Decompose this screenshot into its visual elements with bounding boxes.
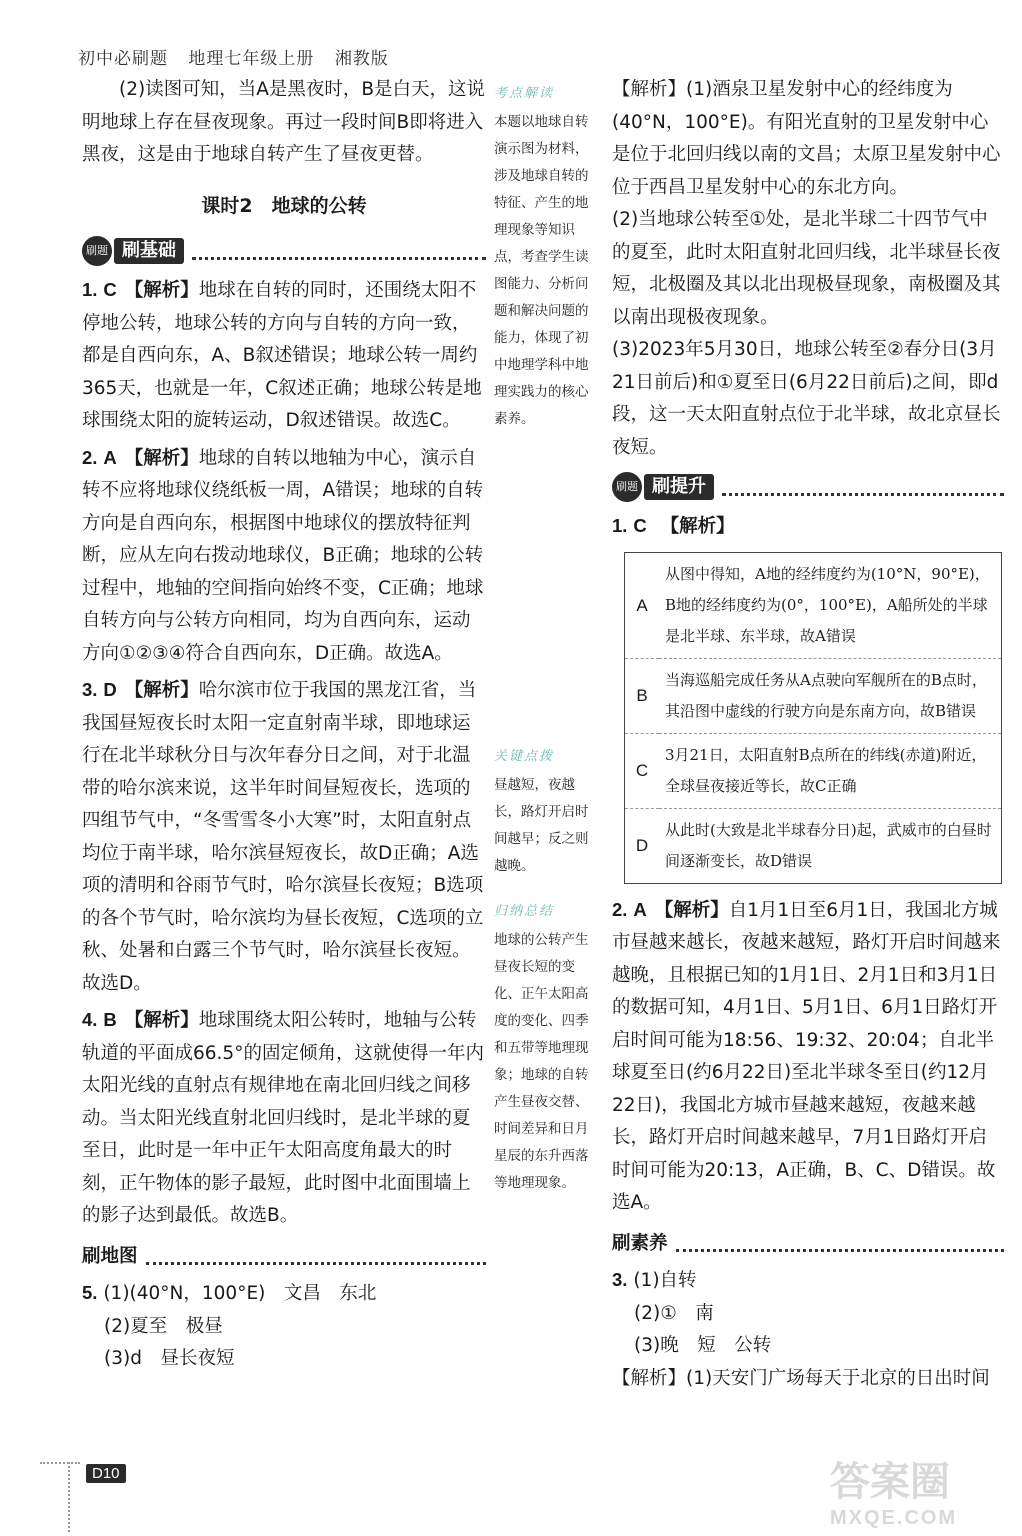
- footer-dotted-line: [68, 1462, 70, 1532]
- question-answer: B: [103, 1009, 117, 1030]
- side-notes-column: [494, 80, 598, 1215]
- analysis-paragraph: (3)2023年5月30日，地球公转至②春分日(3月21日前后)和①夏至日(6月22日前后)之间，即d段，这一天太阳直射点位于北半球，故北京昼长夜短。: [612, 339, 1001, 458]
- section-literacy: [612, 1228, 1004, 1261]
- question-answer: A: [633, 898, 647, 920]
- question-number: 2.: [82, 446, 98, 468]
- side-note-3: [494, 898, 598, 1197]
- analysis-tag: 【解析】: [654, 899, 729, 921]
- answer-line: (1)自转: [633, 1270, 697, 1291]
- question-answer: A: [103, 446, 117, 468]
- option-text: 当海巡船完成任务从A点驶向军舰所在的B点时，其沿图中虚线的行驶方向是东南方向，故B错误: [659, 658, 1002, 733]
- side-note-title: 归纳总结: [494, 904, 555, 919]
- banner-improve: [612, 470, 1004, 504]
- table-row: [625, 658, 1002, 733]
- intro-paragraph: (2)读图可知，当A是黑夜时，B是白天，这说明地球上存在昼夜现象。再过一段时间B即将进入黑夜，这是由于地球自转产生了昼夜更替。: [82, 79, 486, 165]
- book-icon: 刷题: [82, 236, 112, 266]
- question-number: 3.: [612, 1269, 628, 1290]
- question-number: 5.: [82, 1282, 98, 1303]
- question-basic-1: [82, 274, 486, 438]
- question-improve-1: [612, 510, 1004, 544]
- section-map-label: 刷地图: [82, 1245, 138, 1267]
- analysis-text: 地球围绕太阳公转时，地轴与公转轨道的平面成66.5°的固定倾角，这就使得一年内太阳光线的直射点有规律地在南北回归线之间移动。当太阳光线直射北回归线时，是北半球的夏至日，此时是一年中正午太阳高度角最大的时刻，正午物体的影子最短，此时图中北面围墙上的影子达到最低。故选B。: [82, 1010, 484, 1226]
- side-note-title: 关键点拨: [494, 749, 555, 764]
- question-basic-3: [82, 674, 486, 1000]
- question-answer: D: [103, 679, 117, 700]
- option-text: 从此时(大致是北半球春分日)起，武威市的白昼时间逐渐变长，故D错误: [665, 820, 992, 870]
- main-column: [82, 74, 486, 1376]
- header-edition: 湘教版: [334, 49, 389, 69]
- banner-basic: [82, 234, 486, 268]
- dotted-divider: [192, 243, 486, 260]
- analysis-text: 地球在自转的同时，还围绕太阳不停地公转，地球公转的方向与自转的方向一致，都是自西向东，A、B叙述错误；地球公转一周约365天，也就是一年，C叙述正确；地球公转是地球围绕太阳的旋转运动，D叙述错误。故选C。: [82, 280, 482, 431]
- question-improve-2: [612, 894, 1004, 1220]
- answer-line: (2)① 南: [634, 1302, 714, 1324]
- banner-improve-label: 刷提升: [644, 474, 714, 500]
- analysis-paragraph: 【解析】(1)酒泉卫星发射中心的经纬度为(40°N，100°E)。有阳光直射的卫星发射中心是位于北回归线以南的文昌；太原卫星发射中心位于西昌卫星发射中心的东北方向。: [612, 79, 1001, 198]
- book-icon: 刷题: [612, 472, 642, 502]
- answer-line: (3)晚 短 公转: [634, 1335, 772, 1356]
- watermark-logo: [830, 1450, 1000, 1530]
- question-number: 3.: [82, 679, 98, 700]
- analysis-text: 【解析】(1)天安门广场每天于北京的日出时间: [612, 1367, 990, 1389]
- analysis-tag: 【解析】: [660, 516, 735, 537]
- analysis-tag: 【解析】: [124, 280, 199, 301]
- answer-line: (3)d 昼长夜短: [104, 1348, 235, 1369]
- side-note-title: 考点解读: [494, 86, 555, 101]
- footer-dotted-line: [40, 1462, 80, 1464]
- dotted-divider: [676, 1235, 1004, 1252]
- page-number: D10: [86, 1464, 126, 1483]
- options-table: [624, 552, 1002, 884]
- option-text: 从图中得知，A地的经纬度约为(10°N，90°E)，B地的经纬度约为(0°，100°E)，A船所处的半球是北半球、东半球，故A错误: [659, 552, 1002, 658]
- question-map-5: [82, 1277, 486, 1376]
- option-label: A: [625, 552, 660, 658]
- table-row: [625, 733, 1002, 808]
- banner-basic-label: 刷基础: [114, 238, 184, 264]
- option-text: 3月21日，太阳直射B点所在的纬线(赤道)附近，全球昼夜接近等长，故C正确: [659, 733, 1002, 808]
- analysis-text: 哈尔滨市位于我国的黑龙江省，当我国昼短夜长时太阳一定直射南半球，即地球运行在北半球秋分日与次年春分日之间，对于北温带的哈尔滨来说，这半年时间昼短夜长，选项的四组节气中，“冬雪雪冬小大寒”时，太阳直射点均位于南半球，哈尔滨昼短夜长，故D正确；A选项的清明和谷雨节气时，哈尔滨昼长夜短；B选项的各个节气时，哈尔滨均为昼长夜短，C选项的立秋、处暑和白露三个节气时，哈尔滨昼长夜短。故选D。: [82, 680, 484, 994]
- question-number: 1.: [82, 279, 98, 300]
- analysis-tag: 【解析】: [124, 447, 199, 469]
- question-number: 4.: [82, 1009, 98, 1030]
- question-basic-4: [82, 1004, 486, 1233]
- side-note-2: [494, 743, 598, 880]
- question-basic-2: [82, 442, 486, 671]
- dotted-divider: [722, 479, 1004, 496]
- analysis-tag: 【解析】: [124, 1010, 199, 1031]
- section-map: [82, 1241, 486, 1274]
- answer-line: (2)夏至 极昼: [104, 1315, 223, 1337]
- option-label: C: [625, 733, 660, 808]
- question-number: 2.: [612, 898, 628, 920]
- option-label: B: [625, 658, 660, 733]
- analysis-text: 自1月1日至6月1日，我国北方城市昼越来越长，夜越来越短，路灯开启时间越来越晚，且根据已知的1月1日、2月1日和3月1日的数据可知，4月1日、5月1日、6月1日路灯开启时间可能为18:56、19:32、20:04；自北半球夏至日(约6月22日)至北半球冬至日(约12月22日)，我国北方城市昼越来越短，夜越来越长，路灯开启时间越来越早，7月1日路灯开启时间可能为20:13，A正确，B、C、D错误。故选A。: [612, 899, 1001, 1213]
- question-literacy-3: [612, 1264, 1004, 1395]
- table-row: [625, 552, 1002, 658]
- section-literacy-label: 刷素养: [612, 1232, 668, 1254]
- watermark-url: MXQE.COM: [830, 1507, 958, 1529]
- table-row: [625, 808, 1002, 883]
- option-label: D: [635, 836, 649, 855]
- analysis-text: 地球的自转以地轴为中心，演示自转不应将地球仪绕纸板一周，A错误；地球的自转方向是自西向东，根据图中地球仪的摆放特征判断，应从左向右拨动地球仪，B正确；地球的公转过程中，地轴的空间指向始终不变，C正确；地球自转方向与公转方向相同，均为自西向东，运动方向①②③④符合自西向东，D正确。故选A。: [82, 447, 484, 664]
- side-note-1: [494, 80, 598, 433]
- running-header: [78, 44, 403, 69]
- analysis-paragraph: (2)当地球公转至①处，是北半球二十四节气中的夏至，此时太阳直射北回归线，北半球昼长夜短，北极圈及其以北出现极昼现象，南极圈及其以南出现极夜现象。: [612, 209, 1001, 328]
- right-column: [612, 74, 1004, 1395]
- question-answer: C: [103, 279, 117, 300]
- question-number: 1.: [612, 515, 628, 536]
- side-note-text: 昼越短，夜越长，路灯开启时间越早；反之则越晚。: [494, 777, 589, 874]
- answer-line: (1)(40°N，100°E) 文昌 东北: [103, 1283, 377, 1304]
- watermark-logo-text: 答案圈: [830, 1459, 950, 1505]
- header-series: 初中必刷题: [78, 49, 168, 69]
- analysis-tag: 【解析】: [124, 680, 199, 701]
- lesson-title: 课时2 地球的公转: [201, 194, 367, 217]
- side-note-text: 地球的公转产生昼夜长短的变化、正午太阳高度的变化、四季和五带等地理现象；地球的自转产生昼夜交替、时间差异和日月星辰的东升西落等地理现象。: [494, 932, 589, 1191]
- dotted-divider: [146, 1248, 486, 1265]
- header-subject: 地理七年级上册: [188, 49, 315, 69]
- question-answer: C: [633, 515, 647, 536]
- side-note-text: 本题以地球自转演示图为材料，涉及地球自转的特征、产生的地理现象等知识点，考查学生读图能力、分析问题和解决问题的能力，体现了初中地理学科中地理实践力的核心素养。: [494, 114, 589, 427]
